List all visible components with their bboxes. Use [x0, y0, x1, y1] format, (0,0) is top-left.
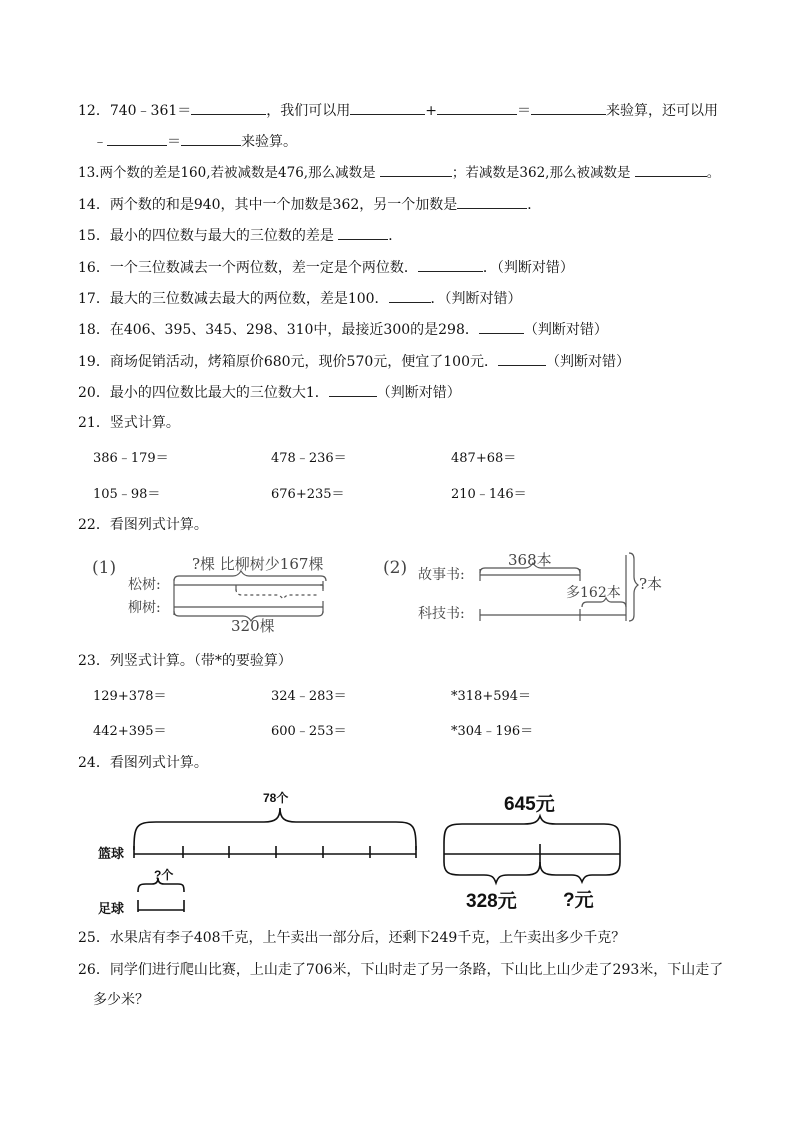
answer-blank[interactable]: [329, 383, 377, 397]
bottom-label: 320棵: [231, 617, 275, 635]
top-label: 368本: [508, 551, 552, 569]
calc-item: *304﹣196＝: [451, 724, 534, 739]
question-15: 15．最小的四位数与最大的三位数的差是 ．: [78, 228, 403, 244]
top-label: 78个: [263, 791, 289, 805]
answer-blank[interactable]: [107, 132, 167, 146]
answer-blank[interactable]: [457, 195, 527, 209]
question-18: 18．在406、395、345、298、310中，最接近300的是298． （判断对错）: [78, 322, 608, 338]
answer-blank[interactable]: [498, 352, 546, 366]
difference-label: 多162本: [566, 585, 621, 601]
calc-item: 105﹣98＝: [93, 487, 161, 502]
top-brace: [444, 816, 620, 844]
calc-item: 324﹣283＝: [271, 689, 347, 704]
segment-ticks: [134, 846, 416, 858]
calc-item: *318+594＝: [451, 689, 532, 704]
row-label-pine: 松树:: [128, 577, 161, 593]
calc-item: 386﹣179＝: [93, 451, 169, 466]
question-24-title: 24．看图列式计算。: [78, 755, 208, 771]
calc-item: 487+68＝: [451, 451, 517, 466]
question-14: 14．两个数的和是940，其中一个加数是362，另一个加数是 ．: [78, 197, 542, 213]
answer-blank[interactable]: [531, 101, 606, 115]
answer-blank[interactable]: [191, 101, 266, 115]
answer-blank[interactable]: [389, 289, 431, 303]
calc-item: 676+235＝: [271, 487, 345, 502]
answer-blank[interactable]: [437, 101, 517, 115]
answer-blank[interactable]: [181, 132, 241, 146]
question-25: 25．水果店有李子408千克，上午卖出一部分后，还剩下249千克，上午卖出多少千克？: [78, 930, 626, 946]
question-26-cont: 多少米？: [93, 992, 149, 1008]
row-label-football: 足球: [98, 901, 125, 916]
question-22-title: 22．看图列式计算。: [78, 517, 208, 533]
question-17: 17．最大的三位数减去最大的两位数，差是100． ．（判断对错）: [78, 291, 522, 307]
left-label: 328元: [466, 891, 517, 912]
figure-22-2: [383, 551, 662, 622]
row-label-science: 科技书:: [418, 606, 465, 622]
figure-number: (2): [383, 558, 408, 578]
answer-blank[interactable]: [635, 163, 707, 177]
row-label-willow: 柳树:: [128, 600, 161, 616]
figure-24-1: [98, 790, 416, 916]
figure-number: (1): [92, 558, 117, 578]
left-brace: [444, 862, 540, 883]
question-19: 19．商场促销活动，烤箱原价680元，现价570元，便宜了100元． （判断对错）: [78, 354, 630, 370]
top-label: ?棵 比柳树少167棵: [192, 555, 324, 573]
answer-blank[interactable]: [350, 101, 425, 115]
row-label-stories: 故事书:: [418, 567, 465, 583]
row-label-basketball: 篮球: [98, 846, 125, 861]
answer-blank[interactable]: [380, 163, 452, 177]
calc-item: 129+378＝: [93, 689, 167, 704]
question-16: 16．一个三位数减去一个两位数，差一定是个两位数． ．（判断对错）: [78, 260, 574, 276]
total-label: ?本: [639, 575, 663, 593]
total-brace: [629, 553, 638, 621]
figure-22-1: [92, 555, 326, 635]
question-26: 26．同学们进行爬山比赛，上山走了706米，下山时走了另一条路，下山比上山少走了293米，下山走了: [78, 962, 724, 978]
question-12: 12．740﹣361＝ ，我们可以用 + ＝ 来验算，还可以用: [78, 103, 719, 119]
calc-item: 442+395＝: [93, 724, 167, 739]
question-label: ?个: [154, 868, 174, 882]
top-brace: [134, 808, 416, 850]
question-21-title: 21．竖式计算。: [78, 415, 180, 431]
question-12-cont: ﹣ ＝ 来验算。: [93, 134, 297, 150]
question-23-title: 23．列竖式计算。（带*的要验算）: [78, 653, 292, 669]
figure-22: [88, 545, 668, 635]
difference-brace: [236, 589, 319, 599]
right-brace: [540, 862, 620, 882]
calc-item: 210﹣146＝: [451, 487, 527, 502]
figure-24-2: [444, 793, 620, 912]
question-13: 13.两个数的差是160,若被减数是476,那么减数是 ；若减数是362,那么被减数是 。: [78, 165, 721, 181]
question-20: 20．最小的四位数比最大的三位数大1． （判断对错）: [78, 385, 461, 401]
answer-blank[interactable]: [418, 258, 483, 272]
answer-blank[interactable]: [338, 226, 388, 240]
right-label: ?元: [563, 890, 594, 911]
total-label: 645元: [504, 794, 555, 815]
calc-item: 600﹣253＝: [271, 724, 347, 739]
calc-item: 478﹣236＝: [271, 451, 347, 466]
answer-blank[interactable]: [479, 320, 524, 334]
figure-24: [96, 782, 636, 917]
